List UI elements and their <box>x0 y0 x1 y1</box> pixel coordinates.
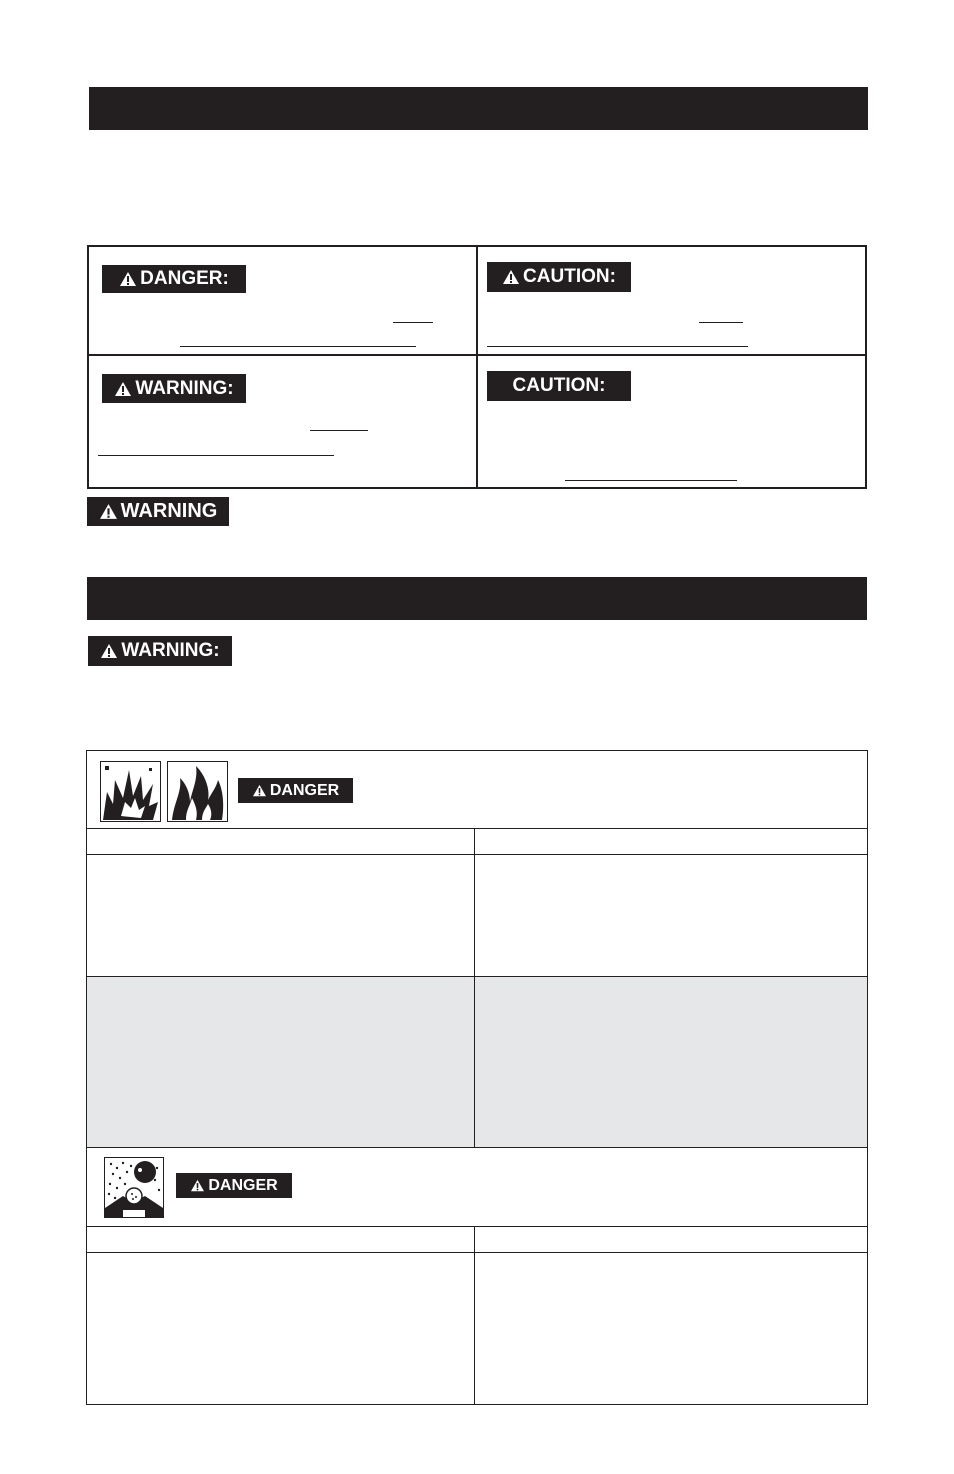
warning-label-text: WARNING: <box>135 377 234 399</box>
caution-underline-2 <box>487 346 748 347</box>
warning-triangle-icon <box>502 269 520 285</box>
table-rule <box>87 1226 867 1227</box>
danger-label-1 <box>238 778 353 803</box>
warning-triangle-icon <box>119 271 137 287</box>
warning-standalone-label-text: WARNING <box>120 500 218 522</box>
table-rule <box>87 828 867 829</box>
danger-label-2 <box>176 1173 292 1198</box>
grid-horizontal-divider <box>87 354 867 356</box>
warning-label-2 <box>88 636 232 666</box>
section-header-bar-2 <box>87 577 867 620</box>
warning-triangle-icon <box>99 503 118 520</box>
caution-alert-label-text: CAUTION: <box>523 266 616 287</box>
danger-label-2-text: DANGER <box>208 1176 278 1194</box>
danger-underline-1 <box>393 322 433 323</box>
warning-label <box>102 374 246 403</box>
caution-plain-label <box>487 371 631 401</box>
fire-icon <box>167 761 228 822</box>
section-header-bar-1 <box>89 87 868 130</box>
grid-vertical-divider <box>476 245 478 489</box>
inhalation-hazard-icon <box>104 1157 164 1218</box>
table-rule <box>87 854 867 855</box>
danger-label-text: DANGER: <box>140 268 229 289</box>
warning-underline-2 <box>98 455 334 456</box>
warning-triangle-icon <box>252 784 267 797</box>
danger-underline-2 <box>180 346 416 347</box>
table-rule <box>87 1147 867 1148</box>
caution-alert-label <box>487 262 631 292</box>
table-column-divider <box>474 1226 475 1404</box>
table-rule <box>87 1252 867 1253</box>
hazard-table-shaded-row <box>87 977 867 1147</box>
caution-underline-1 <box>699 322 743 323</box>
danger-label-1-text: DANGER <box>269 781 340 799</box>
table-rule <box>87 976 867 977</box>
danger-label <box>102 265 246 293</box>
warning-triangle-icon <box>114 381 132 397</box>
warning-label-2-text: WARNING: <box>121 640 220 661</box>
warning-underline-1 <box>310 430 368 431</box>
table-column-divider <box>474 828 475 1147</box>
warning-triangle-icon <box>190 1179 205 1192</box>
warning-standalone-label <box>87 497 229 526</box>
caution-plain-label-text: CAUTION: <box>512 375 606 396</box>
warning-triangle-icon <box>100 643 118 659</box>
explosion-icon <box>100 761 161 822</box>
caution-plain-underline <box>565 480 737 481</box>
